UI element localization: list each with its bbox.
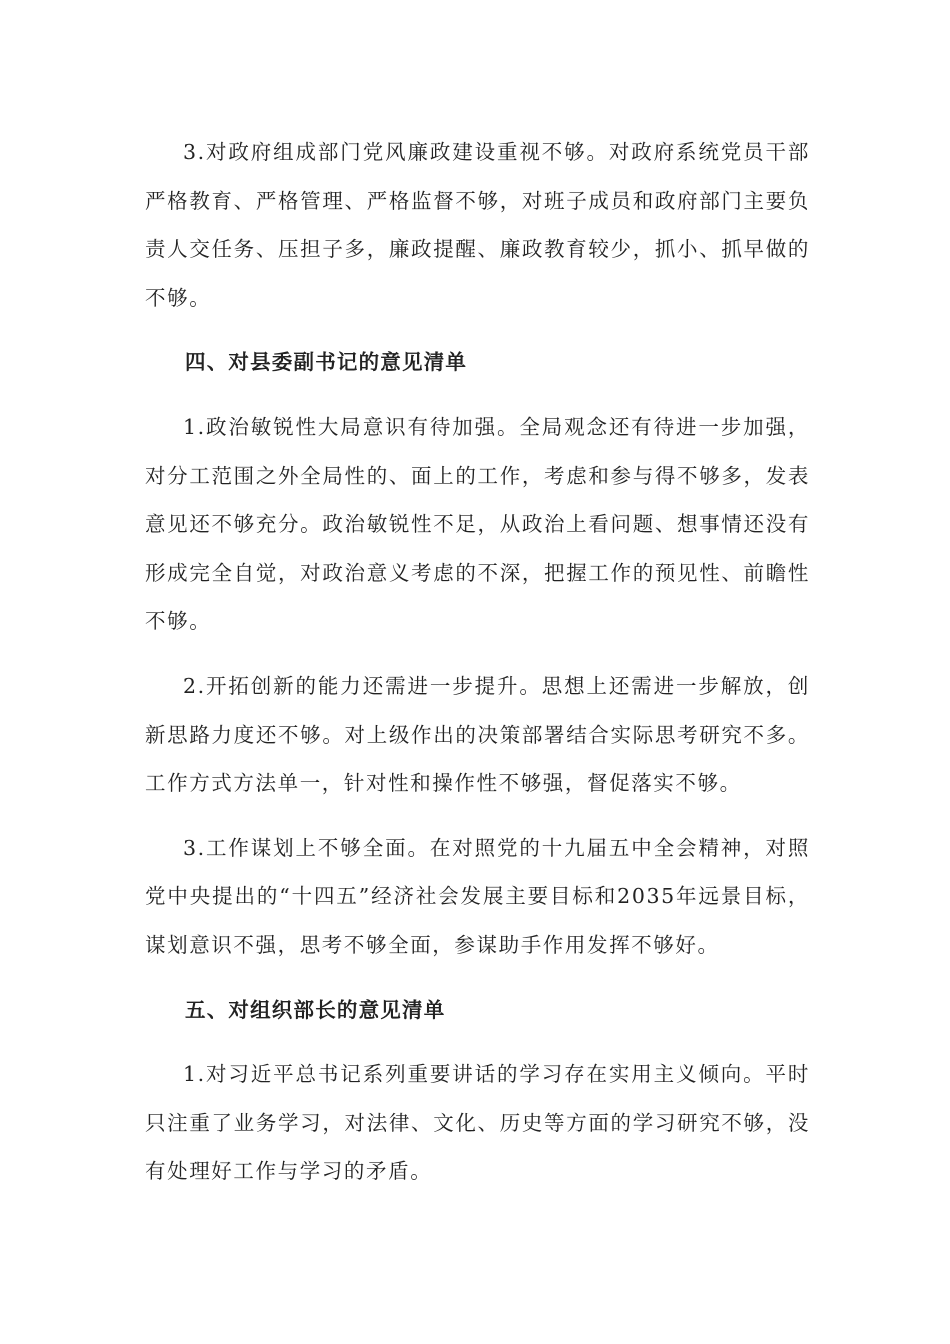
section-heading-deputy-secretary: 四、对县委副书记的意见清单 [185, 350, 468, 375]
paragraph-political-sensitivity: 1.政治敏锐性大局意识有待加强。全局观念还有待进一步加强，对分工范围之外全局性的、面上的工作，考虑和参与得不够多，发表意见还不够充分。政治敏锐性不足，从政治上看问题、想事情还没有形成完全自觉，对政治意义考虑的不深，把握工作的预见性、前瞻性不够。 [145, 414, 810, 634]
paragraph-study-tendency: 1.对习近平总书记系列重要讲话的学习存在实用主义倾向。平时只注重了业务学习，对法律、文化、历史等方面的学习研究不够，没有处理好工作与学习的矛盾。 [145, 1062, 810, 1184]
paragraph-work-planning: 3.工作谋划上不够全面。在对照党的十九届五中全会精神，对照党中央提出的“十四五”经济社会发展主要目标和2035年远景目标，谋划意识不强，思考不够全面，参谋助手作用发挥不够好。 [145, 835, 810, 957]
paragraph-innovation-ability: 2.开拓创新的能力还需进一步提升。思想上还需进一步解放，创新思路力度还不够。对上级作出的决策部署结合实际思考研究不多。工作方式方法单一，针对性和操作性不够强，督促落实不够。 [145, 673, 810, 796]
document-body [145, 128, 810, 1196]
section-heading-organization-minister: 五、对组织部长的意见清单 [185, 997, 446, 1022]
paragraph-government-party-conduct: 3.对政府组成部门党风廉政建设重视不够。对政府系统党员干部严格教育、严格管理、严格监督不够，对班子成员和政府部门主要负责人交任务、压担子多，廉政提醒、廉政教育较少，抓小、抓早做的不够。 [145, 140, 810, 310]
